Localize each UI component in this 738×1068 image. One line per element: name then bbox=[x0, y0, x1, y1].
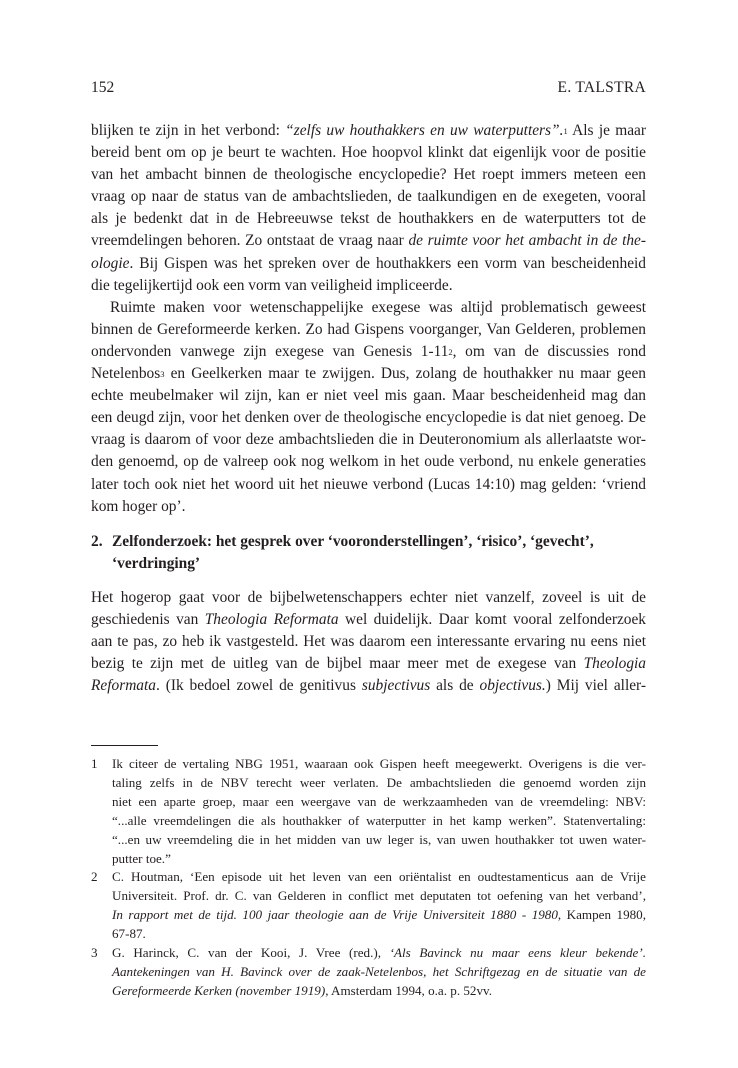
text-line: echte meubelmaker wil zijn, kan er niet veel mis gaan. Maar bescheidenheid mag dan bbox=[91, 387, 646, 405]
footnote-line: Universiteit. Prof. dr. C. van Gelderen in conflict met deputaten tot oefening van het verband’, bbox=[112, 888, 646, 904]
footnote bbox=[91, 944, 646, 1001]
text-line: kom hoger op’. bbox=[91, 497, 186, 515]
text-run: vreemdelingen behoren. Zo ontstaat de vraag naar bbox=[91, 232, 409, 250]
text-run: , om van de discussies rond bbox=[452, 342, 646, 360]
book-title: In rapport met de tijd. 100 jaar theologie aan de Vrije Universiteit 1880 - 1980 bbox=[112, 907, 558, 923]
text-line bbox=[91, 363, 646, 385]
text-line: van het ambacht binnen de theologische encyclopedie? Het roept immers meteen een bbox=[91, 166, 646, 184]
emphasis: subjectivus bbox=[361, 677, 431, 695]
text-line: een deugd zijn, voor het denken over de theologische encyclopedie is dat niet genoeg. De bbox=[91, 409, 646, 427]
footnote-number: 2 bbox=[91, 869, 98, 885]
text-run: en Geelkerken maar te zwijgen. Dus, zolang de houthakker nu maar geen bbox=[164, 365, 646, 383]
page-header bbox=[91, 79, 646, 99]
text-run: als de bbox=[430, 677, 480, 695]
text-run: , Kampen 1980, bbox=[557, 907, 646, 923]
footnote-number: 1 bbox=[91, 756, 98, 771]
text-run: . (Ik bedoel zowel de genitivus bbox=[155, 677, 362, 695]
text-line bbox=[91, 230, 646, 252]
text-line bbox=[91, 341, 646, 363]
section-number: 2. bbox=[91, 533, 103, 550]
text-run: ondervonden vanwege zijn exegese van Genesis 1-11 bbox=[91, 342, 449, 360]
text-line: vraag is daarom of voor deze ambachtslieden die in Deuteronomium als allerlaatste wor- bbox=[91, 431, 646, 449]
text-run: blijken te zijn in het verbond: bbox=[91, 122, 286, 139]
footnote-line bbox=[112, 906, 646, 925]
footnote-line: 67-87. bbox=[112, 926, 146, 942]
footnote-line: Aantekeningen van H. Bavinck over de zaak-Netelenbos, het Schriftgezag en de situatie van de bbox=[112, 963, 646, 979]
text-line: Ruimte maken voor wetenschappelijke exegese was altijd problematisch geweest bbox=[110, 298, 646, 316]
body-text-section-2 bbox=[91, 587, 646, 697]
text-run: wel duidelijk. Daar komt vooral zelfonderzoek bbox=[338, 611, 646, 629]
paragraph bbox=[91, 120, 646, 297]
paragraph bbox=[91, 297, 646, 518]
book-title: ‘Als Bavinck nu maar eens kleur bekende’. bbox=[389, 945, 647, 961]
text-line: als je bedenkt dat in de Hebreeuwse tekst de houthakkers en de waterputters tot de bbox=[91, 210, 646, 228]
footnote bbox=[91, 868, 646, 944]
body-text bbox=[91, 120, 646, 518]
emphasis: de ruimte voor het ambacht in de the- bbox=[408, 232, 646, 250]
footnote-line: C. Houtman, ‘Een episode uit het leven van een oriëntalist en oudtestamenticus aan de Vrije bbox=[112, 869, 646, 885]
section-title-line: ‘verdringing’ bbox=[112, 555, 201, 572]
text-line: bereid bent om op je beurt te wachten. Hoe hoopvol klinkt dat eigenlijk voor de positie bbox=[91, 144, 646, 162]
footnote-line bbox=[112, 944, 646, 963]
footnote bbox=[91, 755, 646, 868]
footnote-line: Ik citeer de vertaling NBG 1951, waaraan ook Gispen heeft meegewerkt. Overigens is die ver- bbox=[112, 756, 646, 771]
emphasis: objectivus. bbox=[479, 677, 546, 695]
footnote-ref[interactable]: 2 bbox=[448, 346, 453, 357]
text-line bbox=[91, 609, 646, 631]
text-line: aan te pas, zo heb ik vastgesteld. Het was daarom een interessante ervaring nu eens niet bbox=[91, 633, 646, 651]
footnote-number: 3 bbox=[91, 945, 98, 961]
footnote-line: taling zelfs in de NBV terecht weer verlaten. De ambachtslieden die genoemd worden zijn bbox=[112, 774, 646, 790]
text-line bbox=[91, 675, 646, 697]
footnote-line: “...en uw vreemdeling die in het midden van uw leger is, van uwen houthakker tot uwen water- bbox=[112, 831, 646, 847]
text-line: vraag op naar de status van de ambachtslieden, de taalkundigen en de exegeten, vooral bbox=[91, 188, 646, 206]
text-run: G. Harinck, C. van der Kooi, J. Vree (red.), bbox=[112, 945, 390, 961]
text-run: bezig te zijn met de uitleg van de bijbel maar meer met de exegese van bbox=[91, 655, 584, 673]
running-head: E. TALSTRA bbox=[557, 79, 646, 96]
footnote-line: putter toe.” bbox=[112, 850, 171, 866]
text-line: den genoemd, op de valreep ook nog welkom in het oude verbond, nu enkele generaties bbox=[91, 453, 646, 471]
text-run: Netelenbos bbox=[91, 365, 161, 383]
footnote-line bbox=[112, 982, 646, 1001]
text-line: later toch ook niet het woord uit het nieuwe verbond (Lucas 14:10) mag gelden: ‘vriend bbox=[91, 475, 646, 493]
footnotes bbox=[91, 755, 646, 1001]
journal-title: Theologia bbox=[583, 655, 646, 673]
text-run: . Bij Gispen was het spreken over de houthakkers een vorm van bescheidenheid bbox=[129, 254, 646, 272]
text-line bbox=[91, 120, 646, 142]
footnote-ref[interactable]: 3 bbox=[160, 369, 165, 380]
page-number: 152 bbox=[91, 79, 115, 96]
footnote-line: niet een aparte groep, maar een weergave van de werkzaamheden van de vreemdeling: NBV: bbox=[112, 793, 646, 809]
text-line: Het hogerop gaat voor de bijbelwetenschappers echter niet vanzelf, zoveel is uit de bbox=[91, 589, 646, 606]
journal-title: Theologia Reformata bbox=[204, 611, 339, 629]
text-run: geschiedenis van bbox=[91, 611, 205, 629]
text-run: , Amsterdam 1994, o.a. p. 52vv. bbox=[325, 982, 492, 998]
text-line bbox=[91, 653, 646, 675]
text-run: Als je maar bbox=[567, 122, 646, 139]
journal-title: Reformata bbox=[91, 677, 156, 695]
section-heading bbox=[91, 531, 646, 575]
footnote-line: “...alle vreemdelingen die als houthakker of waterputter in het kamp werken”. Statenvertaling: bbox=[112, 812, 646, 828]
footnote-divider bbox=[91, 745, 158, 746]
text-line: die tegelijkertijd ook een vorm van veiligheid impliceerde. bbox=[91, 276, 453, 294]
book-title: Gereformeerde Kerken (november 1919) bbox=[112, 982, 326, 998]
emphasis: ologie bbox=[91, 254, 130, 272]
section-title-line: Zelfonderzoek: het gesprek over ‘vooronderstellingen’, ‘risico’, ‘gevecht’, bbox=[112, 533, 594, 550]
quotation: “zelfs uw houthakkers en uw waterputters”. bbox=[285, 122, 564, 139]
text-line: binnen de Gereformeerde kerken. Zo had Gispens voorganger, Van Gelderen, problemen bbox=[91, 320, 646, 338]
text-run: ) Mij viel aller- bbox=[545, 677, 647, 695]
text-line bbox=[91, 253, 646, 275]
footnote-ref[interactable]: 1 bbox=[563, 126, 568, 136]
